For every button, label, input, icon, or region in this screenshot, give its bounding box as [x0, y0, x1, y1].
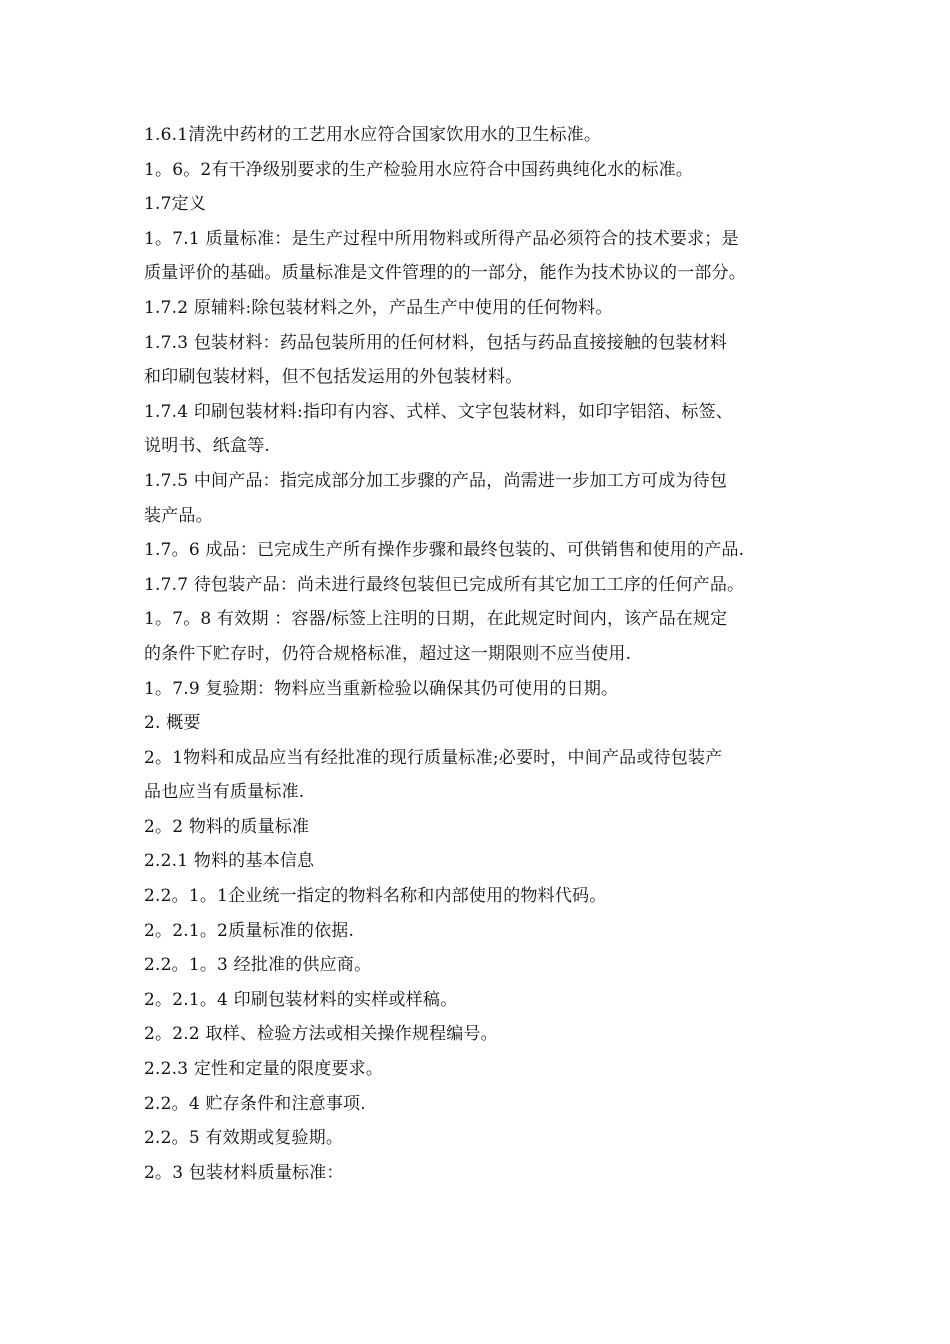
text-line: 1.7.7 待包装产品：尚未进行最终包装但已完成所有其它加工工序的任何产品。 — [144, 574, 745, 595]
text-line: 1.6.1清洗中药材的工艺用水应符合国家饮用水的卫生标准。 — [144, 125, 602, 145]
text-line: 2。2.2 取样、检验方法或相关操作规程编号。 — [144, 1024, 498, 1045]
text-line: 装产品。 — [144, 505, 213, 526]
text-line: 2.2.1 物料的基本信息 — [144, 851, 315, 872]
text-line: 1.7.4 印刷包装材料:指印有内容、式样、文字包装材料，如印字铝箔、标签、 — [144, 401, 733, 422]
text-line: 和印刷包装材料，但不包括发运用的外包装材料。 — [144, 367, 523, 388]
text-line: 2.2。5 有效期或复验期。 — [144, 1128, 344, 1149]
text-line: 2.2。1。3 经批准的供应商。 — [144, 955, 372, 976]
text-line: 2.2。4 贮存条件和注意事项. — [144, 1093, 366, 1114]
text-line: 说明书、纸盒等. — [144, 436, 271, 457]
text-line: 1.7.2 原辅料:除包装材料之外，产品生产中使用的任何物料。 — [144, 297, 613, 318]
text-line: 质量评价的基础。质量标准是文件管理的的一部分，能作为技术协议的一部分。 — [144, 263, 746, 284]
text-line: 品也应当有质量标准. — [144, 782, 305, 803]
section-heading: 1.7定义 — [144, 194, 207, 215]
text-line: 1.7.3 包装材料：药品包装所用的任何材料，包括与药品直接接触的包装材料 — [144, 332, 728, 353]
text-line: 1。6。2有干净级别要求的生产检验用水应符合中国药典纯化水的标准。 — [144, 159, 694, 180]
text-line: 1.7。6 成品：已完成生产所有操作步骤和最终包装的、可供销售和使用的产品. — [144, 540, 745, 561]
text-line: 1。7。8 有效期 ：容器/标签上注明的日期，在此规定时间内，该产品在规定 — [144, 609, 728, 630]
text-line: 2.2。1。1企业统一指定的物料名称和内部使用的物料代码。 — [144, 886, 607, 907]
text-line: 2.2.3 定性和定量的限度要求。 — [144, 1059, 384, 1080]
section-heading: 2。2 物料的质量标准 — [144, 816, 310, 837]
document-body — [144, 118, 816, 1190]
text-line: 1。7.9 复验期：物料应当重新检验以确保其仍可使用的日期。 — [144, 678, 619, 699]
text-line: 的条件下贮存时，仍符合规格标准，超过这一期限则不应当使用. — [144, 643, 632, 664]
text-line: 2。2.1。4 印刷包装材料的实样或样稿。 — [144, 989, 458, 1010]
section-heading: 2. 概要 — [144, 713, 201, 734]
text-line: 2。1物料和成品应当有经批准的现行质量标准;必要时，中间产品或待包装产 — [144, 747, 723, 768]
text-line: 1。7.1 质量标准：是生产过程中所用物料或所得产品必须符合的技术要求；是 — [144, 228, 739, 249]
text-line: 2。2.1。2质量标准的依据. — [144, 920, 355, 941]
text-line: 1.7.5 中间产品：指完成部分加工步骤的产品，尚需进一步加工方可成为待包 — [144, 470, 728, 491]
section-heading: 2。3 包装材料质量标准： — [144, 1162, 344, 1183]
